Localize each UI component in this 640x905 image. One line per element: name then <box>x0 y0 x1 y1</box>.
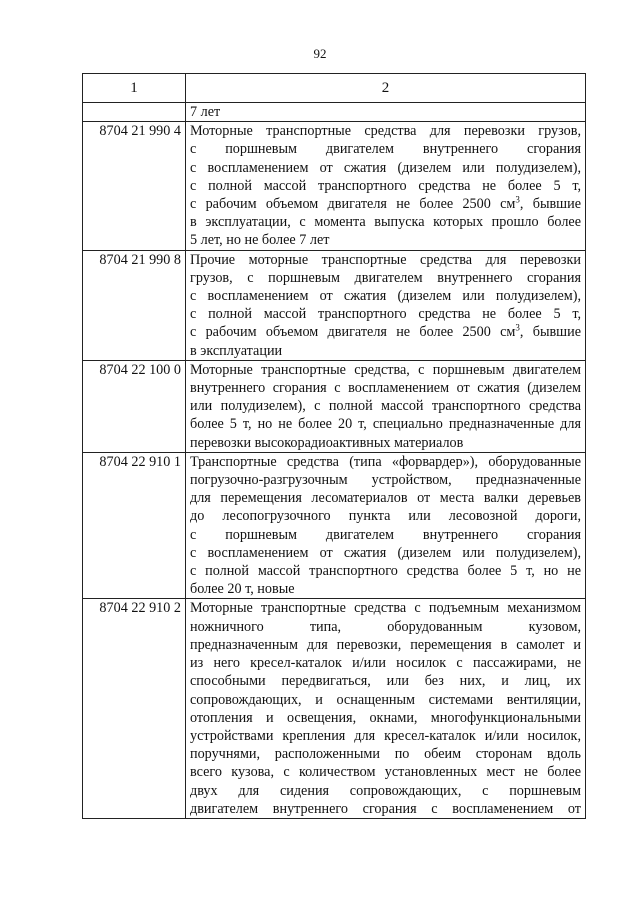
description-line: погрузочно-разгрузочным устройством, предназначенные <box>190 472 581 489</box>
description-line: более 20 т, новые <box>190 581 295 598</box>
tariff-code: 8704 22 100 0 <box>83 360 186 452</box>
table-row <box>83 360 586 452</box>
description-line: с воспламенением от сжатия (дизелем или полудизелем), <box>190 159 581 176</box>
description-line: с поршневым двигателем внутреннего сгорания <box>190 141 581 158</box>
description-line: перевозки высокорадиоактивных материалов <box>190 434 464 451</box>
description-line: до лесопогрузочного пункта или лесовозной дороги, <box>190 508 581 525</box>
column-header-code: 1 <box>83 74 186 103</box>
description-line: 7 лет <box>190 104 221 120</box>
description-line: ножничного типа, оборудованным кузовом, <box>190 618 581 635</box>
goods-description <box>186 103 586 122</box>
description-line: устройствами крепления для кресел-каталок и/или носилок, <box>190 727 581 744</box>
description-line: с рабочим объемом двигателя не более 2500 $см^3$, бывшие <box>190 194 582 213</box>
description-line: двух для сидения сопровождающих, с поршневым <box>190 782 581 799</box>
description-line: для перемещения лесоматериалов от места валки деревьев <box>190 490 581 507</box>
table-row <box>83 122 586 250</box>
description-line: предназначенным для перевозки, перемещения в самолет и <box>190 636 581 653</box>
description-line: с полной массой транспортного средства не более 5 т, <box>190 306 581 323</box>
description-line: в эксплуатации <box>190 342 283 359</box>
tariff-code: 8704 22 910 1 <box>83 452 186 599</box>
goods-description <box>186 360 586 452</box>
description-line: или полудизелем), с полной массой транспортного средства <box>190 398 581 415</box>
description-line: поручнями, расположенными по обеим сторонам вдоль <box>190 746 581 763</box>
description-line: сопровождающих, и оснащенным системами вентиляции, <box>190 691 581 708</box>
description-line: Транспортные средства (типа «форвардер»), оборудованные <box>190 453 581 470</box>
goods-description <box>186 122 586 250</box>
goods-description <box>186 250 586 360</box>
description-line: всего кузова, с количеством установленных мест не более <box>190 764 581 781</box>
table-header-row <box>83 74 586 103</box>
description-line: Моторные транспортные средства с подъемным механизмом <box>190 600 581 617</box>
tariff-code: 8704 22 910 2 <box>83 599 186 818</box>
description-line: с воспламенением от сжатия (дизелем или полудизелем), <box>190 288 581 305</box>
table-row <box>83 250 586 360</box>
page-number: 92 <box>313 46 327 61</box>
table-row <box>83 103 586 122</box>
description-line: способными передвигаться, или без них, и лиц, их <box>190 673 581 690</box>
description-line: двигателем внутреннего сгорания с воспламенением от <box>190 800 581 817</box>
description-line: с воспламенением от сжатия (дизелем или полудизелем), <box>190 544 581 561</box>
description-line: Моторные транспортные средства для перевозки грузов, <box>190 123 581 140</box>
description-line: в эксплуатации, с момента выпуска которых прошло более <box>190 214 581 231</box>
description-line: с полной массой транспортного средства более 5 т, но не <box>190 563 581 580</box>
description-line: Моторные транспортные средства, с поршневым двигателем <box>190 361 581 378</box>
column-header-description: 2 <box>186 74 586 103</box>
description-line: грузов, с поршневым двигателем внутреннего сгорания <box>190 269 581 286</box>
tariff-code <box>83 103 186 122</box>
description-line: из него кресел-каталок и/или носилок с пассажирами, не <box>190 655 581 672</box>
description-line: с полной массой транспортного средства не более 5 т, <box>190 177 581 194</box>
description-line: Прочие моторные транспортные средства для перевозки <box>190 251 581 268</box>
table-row <box>83 599 586 818</box>
goods-description <box>186 599 586 818</box>
description-line: с поршневым двигателем внутреннего сгорания <box>190 526 581 543</box>
tariff-code: 8704 21 990 8 <box>83 250 186 360</box>
description-line: более 5 т, но не более 20 т, специально предназначенные для <box>190 416 581 433</box>
description-line: отопления и освещения, окнами, многофункциональными <box>190 709 581 726</box>
goods-description <box>186 452 586 599</box>
table-row <box>83 452 586 599</box>
description-line: с рабочим объемом двигателя не более 2500 $см^3$, бывшие <box>190 322 582 341</box>
description-line: внутреннего сгорания с воспламенением от сжатия (дизелем <box>190 380 581 397</box>
description-line: 5 лет, но не более 7 лет <box>190 232 330 249</box>
tariff-code: 8704 21 990 4 <box>83 122 186 250</box>
tariff-code-table <box>82 73 586 819</box>
